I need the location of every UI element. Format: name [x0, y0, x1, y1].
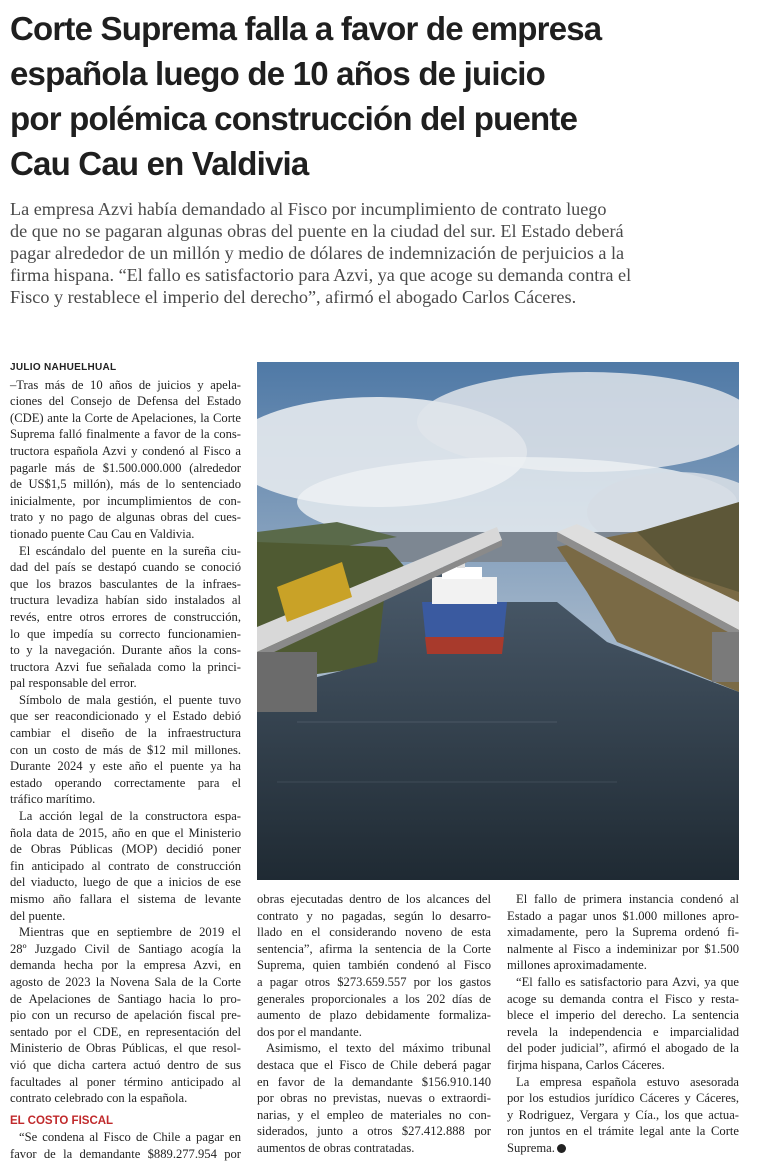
column-1-body — [10, 377, 241, 1107]
text-line: narias, y el empleo de materiales no con- — [257, 1107, 491, 1122]
text-line: Durante 2024 y este año el puente ya ha — [10, 759, 241, 774]
lead-line: firma hispana. “El fallo es satisfactorio para Azvi, ya que acoge su demanda contra el — [10, 265, 632, 285]
headline-line: española luego de 10 años de juicio — [10, 55, 545, 92]
text-line: aumento de plazo debidamente formaliza- — [257, 1008, 491, 1023]
text-line: El escándalo del puente en la sureña ciu- — [19, 543, 241, 558]
text-line: La acción legal de la constructora espa- — [19, 809, 241, 824]
text-line: facultades al poner término anticipado al — [10, 1074, 241, 1089]
text-line: llado en el considerando noveno de esta — [257, 925, 491, 940]
headline-line: por polémica construcción del puente — [10, 100, 578, 137]
text-line: que los brazos basculantes de la infraes- — [10, 576, 241, 591]
text-line: en favor de la demandante $156.910.140 — [257, 1074, 491, 1089]
text-line: lo que impedía su correcto funcionamien- — [10, 626, 241, 641]
text-line: de Apelaciones de Santiago hacia lo pro- — [10, 991, 241, 1006]
text-line: de Obras Públicas (MOP) decidió poner — [10, 842, 241, 857]
text-line: “El fallo es satisfactorio para Azvi, ya que — [516, 974, 739, 989]
text-line: revés, entre otros errores de construcción, — [10, 609, 241, 624]
text-line: mismo año fallara el sistema de levante — [10, 892, 241, 906]
text-line: Estado a pagar unos $1.000 millones apro- — [507, 908, 739, 923]
text-line: fin anticipado al contrato de construcción — [10, 858, 241, 873]
article-column-2 — [257, 891, 491, 1157]
text-line: 28º Juzgado Civil de Santiago acogía la — [10, 941, 241, 956]
column-1-tail — [10, 1129, 241, 1162]
text-line: Asimismo, el texto del máximo tribunal — [266, 1041, 491, 1056]
text-line: por los estudios jurídico Cáceres y Cáceres, — [507, 1091, 739, 1106]
text-line: de US$1,5 millón), más de lo sentenciado — [10, 477, 241, 492]
text-line: Mientras que en septiembre de 2019 el — [19, 925, 241, 940]
text-line: del viaducto, luego de que a inicios de ese — [10, 875, 241, 890]
text-line: –Tras más de 10 años de juicios y apela- — [10, 377, 241, 392]
text-line: agosto de 2023 la Novena Sala de la Corte — [10, 974, 241, 989]
text-line: contrato y no pagadas, según lo desarro- — [257, 908, 491, 923]
text-line: Suprema. — [507, 1140, 739, 1157]
bridge-photo — [257, 362, 739, 880]
text-line: aumentos de obras contratadas. — [257, 1140, 415, 1155]
text-line: generales proporcionales a los 202 días de — [257, 991, 491, 1006]
headline — [10, 6, 750, 186]
text-line: por obras no previstas, nuevas o extraordi- — [257, 1091, 491, 1106]
text-line: inicialmente, por incumplimientos de con- — [10, 493, 241, 508]
text-line: cambiar el diseño de la infraestructura — [10, 726, 241, 741]
text-line: siderados, junto a otros $27.412.888 por — [257, 1124, 491, 1139]
lead-line: La empresa Azvi había demandado al Fisco por incumplimiento de contrato luego — [10, 199, 607, 219]
text-line: tructora Azvi fue señalada como la princi- — [10, 659, 241, 674]
text-line: firjma hispana, Carlos Cáceres. — [507, 1057, 665, 1072]
text-line: a pagar otros $273.659.557 por los gastos — [257, 974, 491, 989]
text-line: Suprema, quien también condenó al Fisco — [257, 958, 491, 973]
text-line: tructura levadiza habían sido instalados al — [10, 593, 241, 608]
text-line: Ministerio de Obras Públicas, el que resol- — [10, 1041, 241, 1056]
subheading: EL COSTO FISCAL — [10, 1114, 114, 1127]
text-line: blece el imperio del derecho. La sentencia — [507, 1008, 739, 1023]
text-line: obras ejecutadas dentro de los alcances del — [257, 892, 491, 906]
text-line: sentado por el CDE, en representación del — [10, 1024, 241, 1039]
text-line: vió que dicha cartera actuó dentro de sus — [10, 1057, 241, 1072]
text-line: trato y no pago de algunas obras del cues- — [10, 510, 241, 525]
article-column-3 — [507, 891, 739, 1157]
text-line: y Rodriguez, Vergara y Cía., los que actua- — [507, 1107, 739, 1122]
text-line: destaca que el Fisco de Chile deberá pagar — [257, 1057, 491, 1072]
text-line: nalmente al Fisco a indeminizar por $1.500 — [507, 941, 739, 956]
text-line: pal responsable del error. — [10, 676, 137, 691]
text-line: con un costo de más de $12 mil millones. — [10, 742, 241, 757]
lead-line: de que no se pagaran algunas obras del puente en la ciudad del sur. El Estado deberá — [10, 221, 624, 241]
text-line: “Se condena al Fisco de Chile a pagar en — [19, 1130, 241, 1145]
text-line: to y la navegación. Durante años la cons- — [10, 643, 241, 658]
text-line: contrato celebrado con la española. — [10, 1091, 188, 1106]
end-of-article-icon — [557, 1144, 566, 1153]
byline: JULIO NAHUELHUAL — [10, 362, 117, 373]
headline-line: Cau Cau en Valdivia — [10, 145, 309, 182]
text-line: millones aproximadamente. — [507, 958, 647, 973]
text-line: tructora española Azvi y condenó al Fisco a — [10, 443, 241, 458]
text-line: Suprema falló finalmente a favor de la cons- — [10, 427, 241, 442]
text-line: ciones del Consejo de Defensa del Estado — [10, 394, 241, 409]
lead-line: pagar alrededor de un millón y medio de dólares de indemnización de perjuicios a la — [10, 243, 625, 263]
bridge-photo-image — [257, 362, 739, 880]
text-line: ron juntos en el trámite legal ante la Corte — [507, 1124, 739, 1139]
text-line: ximadamente, pero la Suprema ordenó fi- — [507, 925, 739, 940]
text-line: estado operando correctamente para el — [10, 775, 241, 790]
article-column-1 — [10, 360, 241, 1163]
column-3-body — [507, 891, 739, 1157]
text-line: demanda hecha por la empresa Azvi, en — [10, 958, 241, 973]
text-line: (CDE) ante la Corte de Apelaciones, la Corte — [10, 410, 241, 425]
text-line: dad del país se destapó cuando se conoció — [10, 560, 241, 575]
lead-paragraph — [10, 198, 750, 308]
text-line: dos por el mandante. — [257, 1024, 362, 1039]
headline-line: Corte Suprema falla a favor de empresa — [10, 10, 602, 47]
text-line: del puente. — [10, 908, 66, 923]
text-line: revela la independencia e imparcialidad — [507, 1024, 739, 1039]
text-line: La empresa española estuvo asesorada — [516, 1074, 739, 1089]
column-2-body — [257, 891, 491, 1157]
text-line: pagarle más de $1.500.000.000 (alrededor — [10, 460, 241, 475]
text-line: favor de la demandante $889.277.954 por — [10, 1146, 241, 1161]
text-line: tráfico marítimo. — [10, 792, 96, 807]
text-line: pio con un recurso de apelación fiscal pre- — [10, 1008, 241, 1023]
text-line: del poder judicial”, afirmó el abogado de la — [507, 1041, 739, 1056]
text-line: acoge su demanda contra el Fisco y resta- — [507, 991, 739, 1006]
text-line: que ser reacondicionado y el Estado debió — [10, 709, 241, 724]
text-line: tionado puente Cau Cau en Valdivia. — [10, 526, 195, 541]
text-line: ñola data de 2015, año en que el Ministerio — [10, 825, 241, 840]
text-line: Símbolo de mala gestión, el puente tuvo — [19, 692, 241, 707]
lead-line: Fisco y restablece el imperio del derecho”, afirmó el abogado Carlos Cáceres. — [10, 287, 577, 307]
text-line: sentencia”, afirma la sentencia de la Corte — [257, 941, 491, 956]
text-line: El fallo de primera instancia condenó al — [516, 892, 739, 906]
